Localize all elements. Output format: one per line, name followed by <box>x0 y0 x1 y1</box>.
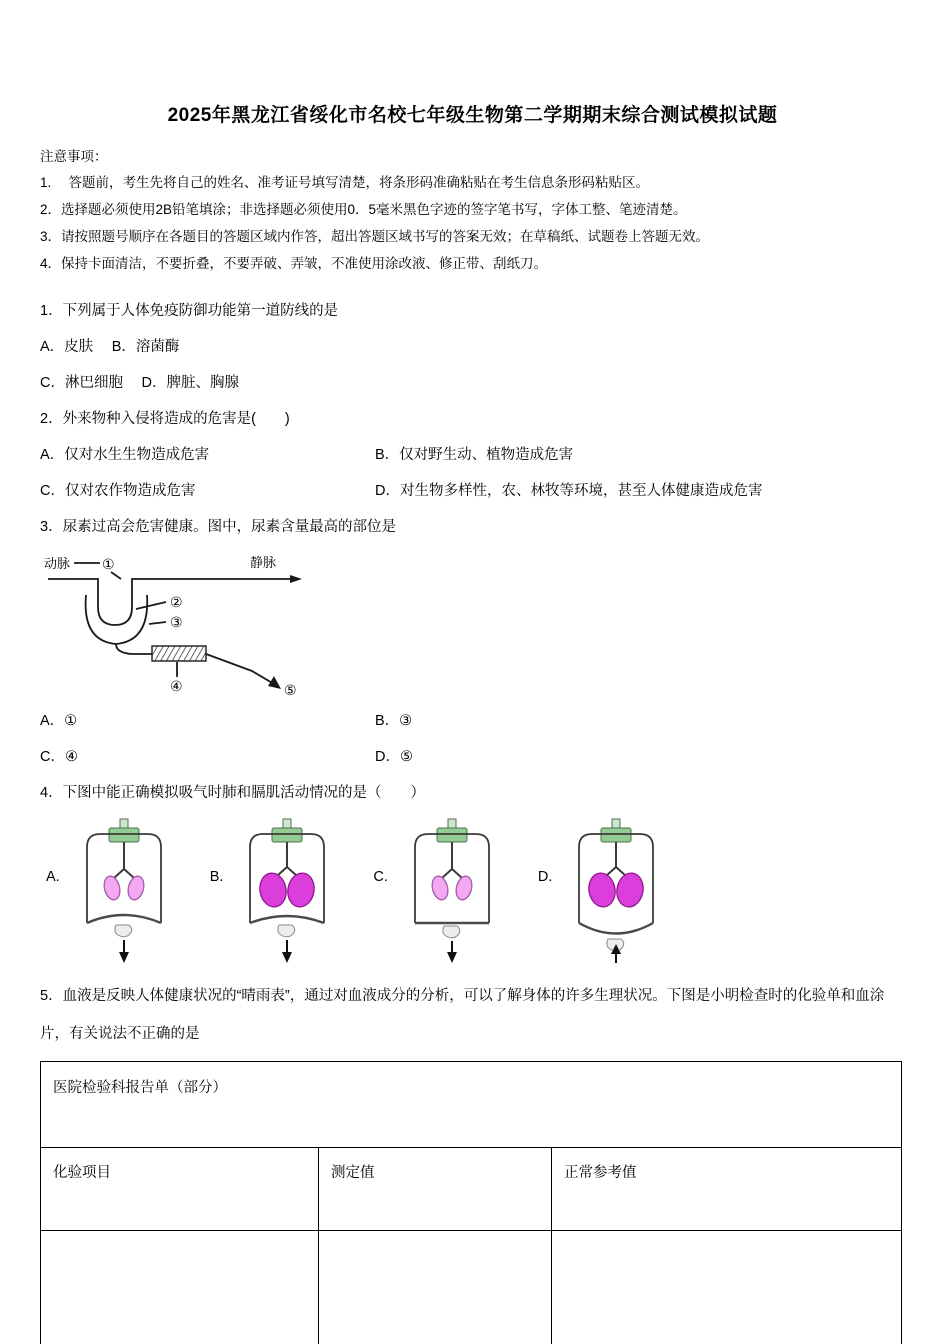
stopper-icon <box>109 828 139 842</box>
q1-options-line2: C．淋巴细胞 D．脾脏、胸腺 <box>40 375 239 391</box>
diaphragm-membrane <box>579 923 653 934</box>
bowman-capsule <box>86 595 148 644</box>
option-label: C. <box>373 869 388 885</box>
q3-option-a: A．① <box>40 713 78 729</box>
report-cell-empty <box>41 1231 319 1344</box>
question-2 <box>40 401 905 509</box>
q2-option-b: B．仅对野生动、植物造成危害 <box>375 447 574 463</box>
hand-icon <box>443 926 460 938</box>
option-label: B. <box>209 869 224 885</box>
label-4: ④ <box>170 678 183 694</box>
stopper-icon <box>601 828 631 842</box>
stopper-icon <box>437 828 467 842</box>
airway-tube <box>606 842 626 876</box>
q1-stem: 1．下列属于人体免疫防御功能第一道防线的是 <box>40 303 339 319</box>
label-2: ② <box>170 594 183 610</box>
question-3 <box>40 509 905 775</box>
notice-item: 1. 答题前，考生先将自己的姓名、准考证号填写清楚，将条形码准确粘贴在考生信息条形码粘贴区。 <box>40 175 650 190</box>
lung-balloon-right <box>454 875 474 902</box>
label-1: ① <box>102 556 115 572</box>
arrow-down-icon <box>282 952 292 963</box>
notice-section <box>40 145 905 277</box>
q1-options-line1: A．皮肤 B．溶菌酶 <box>40 339 180 355</box>
airway-tube <box>277 842 297 876</box>
lung-balloon-left <box>102 875 122 902</box>
airway-tube <box>442 842 462 878</box>
diaphragm-membrane <box>87 915 161 923</box>
q3-stem: 3．尿素过高会危害健康。图中，尿素含量最高的部位是 <box>40 519 397 535</box>
arrow-down-icon <box>119 952 129 963</box>
nephron-figure <box>40 549 905 701</box>
label-3: ③ <box>170 614 183 630</box>
notice-item: 3．请按照题号顺序在各题目的答题区域内作答，超出答题区域书写的答案无效；在草稿纸、试题卷上答题无效。 <box>40 229 710 244</box>
option-label: D. <box>537 869 553 885</box>
q4-stem: 4．下图中能正确模拟吸气时肺和膈肌活动情况的是（ ） <box>40 785 426 801</box>
vein-arrow-icon <box>290 575 302 583</box>
arrow-down-icon <box>447 952 457 963</box>
report-header-reference: 正常参考值 <box>552 1148 902 1231</box>
lung-balloon-left <box>258 871 290 909</box>
lab-report-table <box>40 1061 902 1344</box>
bell-jar-figure <box>46 817 905 969</box>
q3-option-c: C．④ <box>40 749 78 765</box>
q2-stem: 2．外来物种入侵将造成的危害是( ) <box>40 411 290 427</box>
bell-jar-option-c <box>373 817 508 965</box>
report-title: 医院检验科报告单（部分） <box>41 1062 902 1148</box>
lung-balloon-left <box>430 875 450 902</box>
question-1 <box>40 293 905 401</box>
bell-jar-option-b <box>210 817 344 965</box>
q2-option-d: D．对生物多样性，农、林牧等环境，甚至人体健康造成危害 <box>375 483 763 499</box>
bell-jar-diagram-b <box>233 817 343 965</box>
label-5: ⑤ <box>284 682 297 698</box>
bell-jar-diagram-c <box>398 817 508 965</box>
notice-heading: 注意事项： <box>40 149 108 164</box>
page-title: 2025年黑龙江省绥化市名校七年级生物第二学期期末综合测试模拟试题 <box>167 105 778 126</box>
q3-option-b: B．③ <box>375 713 413 729</box>
bell-jar-option-d <box>538 817 673 965</box>
report-cell-empty <box>319 1231 552 1344</box>
bell-jar-diagram-a <box>70 817 180 965</box>
lung-balloon-left <box>587 871 619 909</box>
q3-option-d: D．⑤ <box>375 749 413 765</box>
tubule-coil <box>152 646 206 661</box>
collecting-duct <box>206 654 274 684</box>
q2-option-c: C．仅对农作物造成危害 <box>40 483 196 499</box>
lung-balloon-right <box>615 871 647 909</box>
diaphragm-membrane <box>250 916 324 923</box>
notice-item: 4．保持卡面清洁，不要折叠，不要弄破、弄皱，不准使用涂改液、修正带、刮纸刀。 <box>40 256 548 271</box>
airway-tube <box>114 842 134 878</box>
nephron-diagram <box>40 549 340 701</box>
bell-jar-diagram-d <box>562 817 672 965</box>
notice-item: 2．选择题必须使用2B铅笔填涂；非选择题必须使用0．5毫米黑色字迹的签字笔书写，字体工整、笔迹清楚。 <box>40 202 687 217</box>
renal-tubule <box>116 644 152 654</box>
bell-jar-option-a <box>46 817 180 965</box>
q5-stem: 5．血液是反映人体健康状况的“晴雨表”，通过对血液成分的分析，可以了解身体的许多生理状况。下图是小明检查时的化验单和血涂片，有关说法不正确的是 <box>40 988 885 1042</box>
report-header-item: 化验项目 <box>41 1148 319 1231</box>
report-header-value: 测定值 <box>319 1148 552 1231</box>
option-label: A. <box>46 869 60 885</box>
question-5 <box>40 977 905 1344</box>
artery-label: 动脉 <box>44 556 71 571</box>
report-cell-empty <box>552 1231 902 1344</box>
question-4 <box>40 775 905 969</box>
hand-icon <box>278 925 295 937</box>
vein-label: 静脉 <box>250 555 277 570</box>
stopper-icon <box>272 828 302 842</box>
q2-option-a: A．仅对水生生物造成危害 <box>40 447 210 463</box>
hand-icon <box>115 925 132 937</box>
lung-balloon-right <box>126 875 146 902</box>
lung-balloon-right <box>286 871 318 909</box>
